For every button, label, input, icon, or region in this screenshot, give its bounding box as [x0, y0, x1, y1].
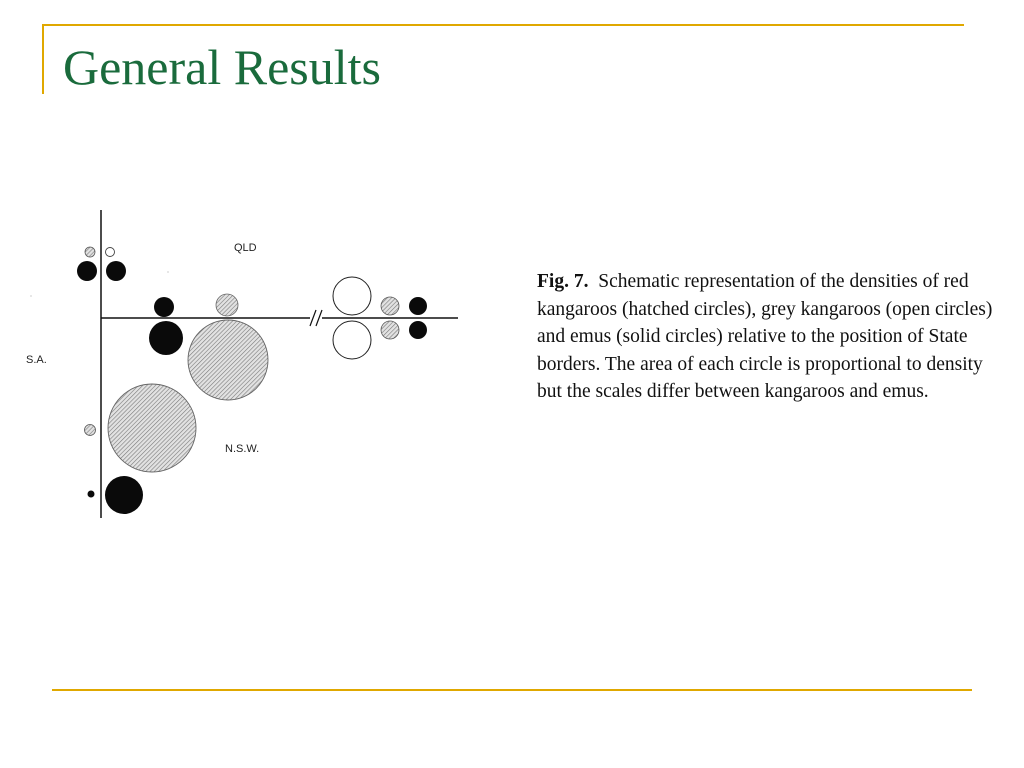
emu-density-circle	[409, 321, 427, 339]
red-kangaroo-density-circle	[85, 425, 96, 436]
emu-density-circle	[105, 476, 143, 514]
nsw-label: N.S.W.	[225, 443, 260, 455]
emu-density-circle	[106, 261, 126, 281]
red-kangaroo-density-circle	[108, 384, 196, 472]
emu-density-circle	[154, 297, 174, 317]
figure-caption-label: Fig. 7.	[537, 271, 589, 292]
emu-density-circle	[409, 297, 427, 315]
footer-accent-line	[52, 689, 972, 691]
emu-density-circle	[77, 261, 97, 281]
red-kangaroo-density-circle	[381, 297, 399, 315]
emu-density-circle	[88, 491, 95, 498]
grey-kangaroo-density-circle	[333, 277, 371, 315]
sa-label: S.A.	[26, 354, 47, 366]
figure-caption-text: Schematic representation of the densities of red kangaroos (hatched circles), grey kangaroos (open circles) and emus (solid circles) relative to the position of State borders. The area of each circle is proportional to density but the scales differ between kangaroos and emus.	[537, 271, 993, 402]
red-kangaroo-density-circle	[381, 321, 399, 339]
state-border-density-diagram	[18, 200, 498, 530]
slide-title: General Results	[63, 39, 381, 95]
title-accent-line-top	[42, 24, 964, 26]
figure-caption	[537, 268, 997, 406]
red-kangaroo-density-circle	[85, 247, 95, 257]
grey-kangaroo-density-circle	[106, 248, 115, 257]
border-break-mark	[310, 310, 316, 326]
qld-label: QLD	[234, 242, 257, 254]
grey-kangaroo-density-circle	[333, 321, 371, 359]
red-kangaroo-density-circle	[216, 294, 238, 316]
border-break-mark	[316, 310, 322, 326]
emu-density-circle	[149, 321, 183, 355]
red-kangaroo-density-circle	[188, 320, 268, 400]
title-accent-line-left	[42, 24, 44, 94]
